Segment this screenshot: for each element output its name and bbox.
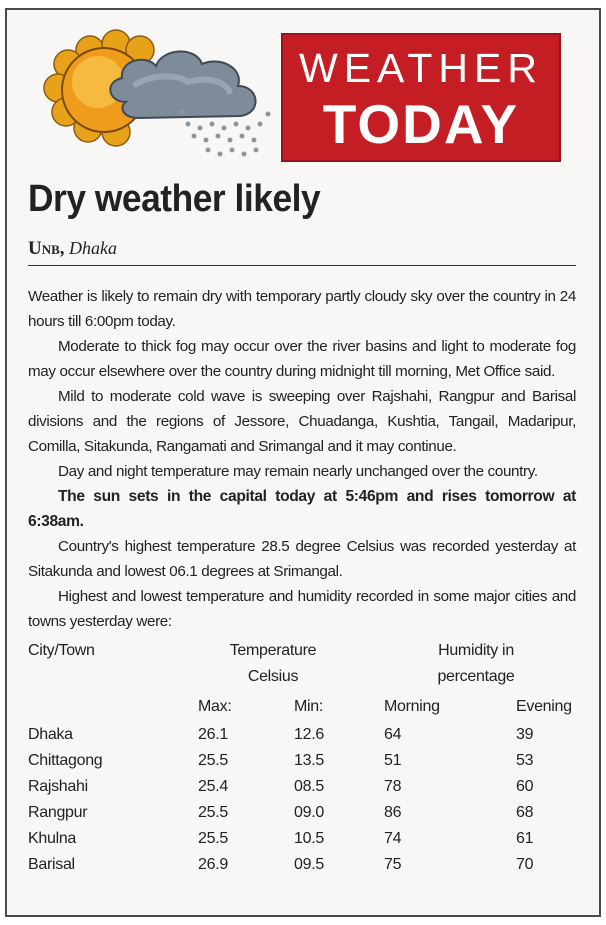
cell-city: Dhaka (28, 726, 73, 743)
cell-city: Khulna (28, 830, 77, 847)
article-paragraph: Mild to moderate cold wave is sweeping over Rajshahi, Rangpur and Barisal divisions and the regions of Jessore, Chuadanga, Kushtia, Tangail, Madaripur, Comilla, Sitakunda, Rangamati and Srimangal and it may continue. (28, 388, 576, 455)
cell-morning: 75 (384, 856, 402, 873)
cell-max: 26.9 (198, 856, 228, 873)
cell-evening: 61 (516, 830, 534, 847)
col-header-temperature-unit: Celsius (247, 668, 299, 685)
byline-agency: Unb, (28, 238, 65, 259)
cloud-icon (110, 51, 255, 118)
byline (28, 238, 117, 260)
cell-morning: 78 (384, 778, 402, 795)
col-header-city: City/Town (28, 642, 95, 659)
cell-city: Chittagong (28, 752, 103, 769)
cell-min: 08.5 (294, 778, 324, 795)
cell-min: 09.0 (294, 804, 324, 821)
article-paragraph: Highest and lowest temperature and humidity recorded in some major cities and towns yesterday were: (28, 588, 576, 630)
article-paragraph: Country's highest temperature 28.5 degree Celsius was recorded yesterday at Sitakunda and lowest 06.1 degrees at Srimangal. (28, 538, 576, 580)
col-header-temperature: Temperature (229, 642, 317, 659)
subheader-min: Min: (294, 698, 324, 715)
cell-min: 12.6 (294, 726, 324, 743)
subheader-max: Max: (198, 698, 232, 715)
subheader-evening: Evening (516, 698, 572, 715)
cell-evening: 53 (516, 752, 534, 769)
article-paragraph: Day and night temperature may remain nearly unchanged over the country. (58, 463, 538, 480)
cell-min: 13.5 (294, 752, 324, 769)
cell-max: 26.1 (198, 726, 228, 743)
cell-max: 25.4 (198, 778, 228, 795)
subheader-morning: Morning (384, 698, 440, 715)
logo-word-weather: WEATHER (299, 45, 543, 91)
article-paragraph-highlight: The sun sets in the capital today at 5:46pm and rises tomorrow at 6:38am. (28, 488, 576, 530)
sun-cloud-rain-icon (38, 24, 288, 164)
cell-max: 25.5 (198, 752, 228, 769)
cell-city: Rangpur (28, 804, 88, 821)
cell-evening: 39 (516, 726, 534, 743)
article-body (28, 284, 576, 634)
logo-word-today: TODAY (322, 93, 520, 155)
cell-min: 10.5 (294, 830, 324, 847)
headline: Dry weather likely (28, 178, 321, 220)
cell-city: Rajshahi (28, 778, 88, 795)
cell-max: 25.5 (198, 804, 228, 821)
weather-today-logo (281, 33, 561, 162)
cell-morning: 51 (384, 752, 402, 769)
article-paragraph: Moderate to thick fog may occur over the river basins and light to moderate fog may occur elsewhere over the country during midnight till morning, Met Office said. (28, 338, 576, 380)
cell-max: 25.5 (198, 830, 228, 847)
cell-min: 09.5 (294, 856, 324, 873)
cell-morning: 86 (384, 804, 402, 821)
col-header-humidity: Humidity in (438, 642, 514, 659)
col-header-humidity-unit: percentage (437, 668, 515, 685)
byline-divider (28, 265, 576, 266)
byline-place: Dhaka (69, 238, 118, 258)
cell-city: Barisal (28, 856, 75, 873)
cell-morning: 64 (384, 726, 402, 743)
article-paragraph: Weather is likely to remain dry with temporary partly cloudy sky over the country in 24 hours till 6:00pm today. (28, 288, 576, 330)
cell-evening: 68 (516, 804, 534, 821)
cell-evening: 70 (516, 856, 534, 873)
cell-evening: 60 (516, 778, 534, 795)
cell-morning: 74 (384, 830, 402, 847)
